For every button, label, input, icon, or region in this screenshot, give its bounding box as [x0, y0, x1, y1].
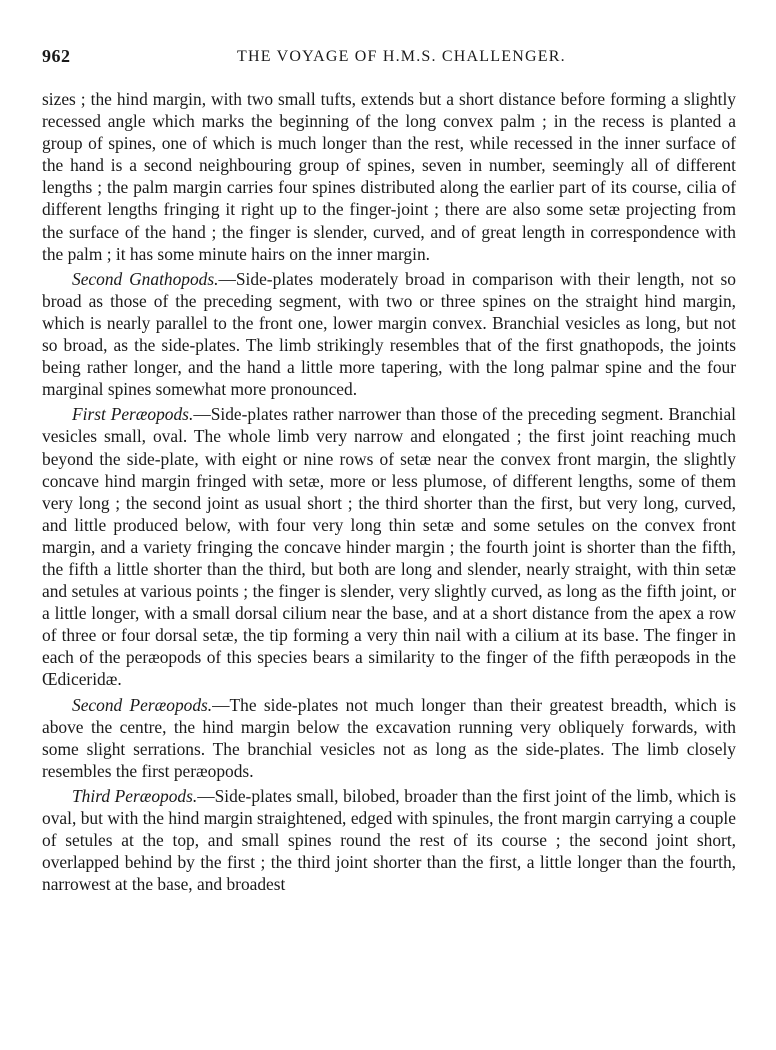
paragraph-text: sizes ; the hind margin, with two small tufts, extends but a short distance before forming a slightly recessed angle which marks the beginning of the long convex palm ; in the recess is planted a group of spines, one of which is much longer than the rest, while recessed in the inner surface of the hand is a second neighbouring group of spines, seven in number, seemingly all of different lengths ; the palm margin carries four spines distributed along the earlier part of its course, cilia of different lengths fringing it right up to the finger-joint ; there are also some setæ projecting from the surface of the hand ; the finger is slender, curved, and of great length in correspondence with the palm ; it has some minute hairs on the inner margin.: [42, 89, 736, 264]
paragraph-second-gnathopods: [42, 268, 736, 401]
page-number: 962: [42, 46, 71, 66]
paragraph-third-peraeopods: [42, 785, 736, 895]
paragraph-text: The side-plates not much longer than their greatest breadth, which is above the centre, the hind margin below the excavation running very obliquely forwards, with some slight serrations. The branchial vesicles not as long as the side-plates. The limb closely resembles the first peræopods.: [42, 694, 736, 781]
paragraph-text: Side-plates rather narrower than those of the preceding segment. Branchial vesicles small, oval. The whole limb very narrow and elongated ; the first joint reaching much beyond the side-plate, with eight or nine rows of setæ near the convex front margin, the slightly concave hind margin fringed with setæ, more or less plumose, of different lengths, some of them very long ; the second joint as usual short ; the third shorter than the first, but very long, curved, and little produced below, with four very long thin setæ and some setules on the convex front margin, and a variety fringing the concave hinder margin ; the fourth joint is shorter than the fifth, the fifth a little shorter than the third, but both are long and slender, nearly straight, with thin setæ and setules at various points ; the finger is slender, very slightly curved, as long as the fifth joint, or a little longer, with a small dorsal cilium near the base, and at a short distance from the apex a row of three or four dorsal setæ, the tip forming a very thin nail with a cilium at its base. The finger in each of the peræopods of this species bears a similarity to the finger of the fifth peræopods in the Œdiceridæ.: [42, 404, 736, 690]
section-heading: Third Peræopods.: [72, 785, 198, 806]
body-text: [42, 88, 736, 895]
paragraph-continuation: [42, 88, 736, 265]
heading-dash: —: [218, 268, 236, 289]
paragraph-second-peraeopods: [42, 694, 736, 782]
heading-dash: —: [212, 694, 230, 715]
paragraph-text: Side-plates small, bilobed, broader than the first joint of the limb, which is oval, but with the hind margin straightened, edged with spinules, the front margin carrying a couple of setules at the top, and small spines round the rest of its course ; the second joint short, overlapped behind by the first ; the third joint shorter than the first, a little longer than the fourth, narrowest at the base, and broadest: [42, 785, 736, 895]
paragraph-text: Side-plates moderately broad in comparison with their length, not so broad as those of the preceding segment, with two or three spines on the straight hind margin, which is nearly parallel to the front one, lower margin convex. Branchial vesicles as long, but not so broad, as the side-plates. The limb strikingly resembles that of the first gnathopods, the joints being rather longer, and the hand a little more tapering, with the long palmar spine and the four marginal spines somewhat more pronounced.: [42, 268, 736, 400]
paragraph-first-peraeopods: [42, 403, 736, 690]
heading-dash: —: [193, 404, 211, 425]
section-heading: First Peræopods.: [72, 404, 194, 425]
section-heading: Second Gnathopods.: [72, 268, 219, 289]
running-title: THE VOYAGE OF H.M.S. CHALLENGER.: [237, 48, 566, 65]
heading-dash: —: [197, 785, 215, 806]
section-heading: Second Peræopods.: [72, 694, 213, 715]
page-header: [42, 46, 742, 70]
